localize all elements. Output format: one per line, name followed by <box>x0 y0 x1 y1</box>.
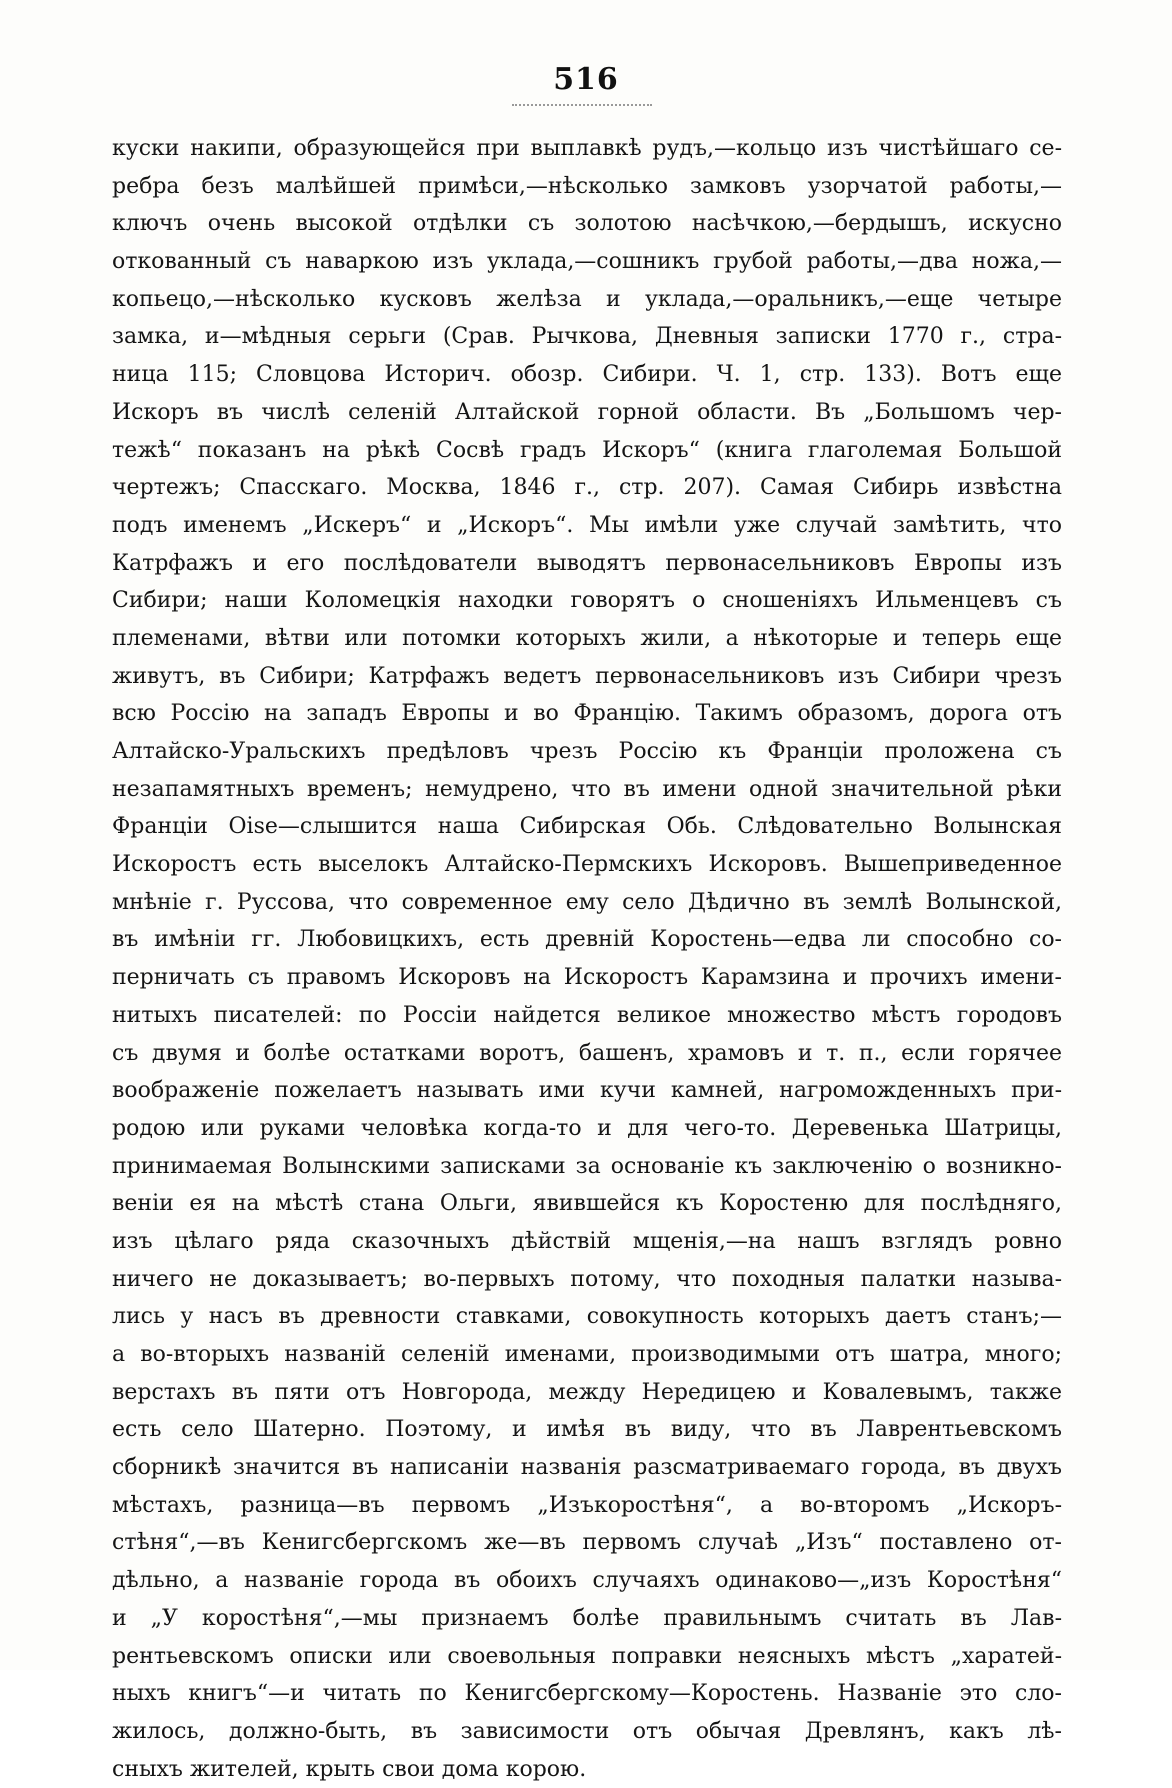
text-line: родою или руками человѣка когда-то и для чего-то. Деревенька Шатрицы, <box>112 1115 1062 1141</box>
text-line: ничего не доказываетъ; во-первыхъ потому, что походныя палатки называ- <box>112 1266 1062 1292</box>
text-line: въ имѣніи гг. Любовицкихъ, есть древній Коростень—едва ли способно со- <box>112 927 1062 953</box>
text-line: чертежъ; Спасскаго. Москва, 1846 г., стр. 207). Самая Сибирь извѣстна <box>112 475 1062 501</box>
text-line: принимаемая Волынскими записками за основаніе къ заключенію о возникно- <box>112 1153 1062 1179</box>
text-line: ница 115; Словцова Историч. обозр. Сибири. Ч. 1, стр. 133). Вотъ еще <box>112 362 1062 388</box>
text-line: куски накипи, образующейся при выплавкѣ рудъ,—кольцо изъ чистѣйшаго се- <box>112 136 1062 161</box>
text-line: племенами, вѣтви или потомки которыхъ жили, а нѣкоторые и теперь еще <box>112 625 1062 651</box>
text-line: ключъ очень высокой отдѣлки съ золотою насѣчкою,—бердышъ, искусно <box>112 211 1062 237</box>
body-text <box>112 130 1062 1788</box>
page-number: 516 <box>553 62 619 97</box>
text-line: верстахъ въ пяти отъ Новгорода, между Нередицею и Ковалевымъ, также <box>112 1379 1062 1405</box>
text-line: а во-вторыхъ названій селеній именами, производимыми отъ шатра, много; <box>112 1342 1062 1367</box>
text-line: живутъ, въ Сибири; Катрфажъ ведетъ первонасельниковъ изъ Сибири чрезъ <box>112 663 1062 689</box>
text-line: стѣня“,—въ Кенигсбергскомъ же—въ первомъ случаѣ „Изъ“ поставлено от- <box>112 1530 1062 1556</box>
text-line: изъ цѣлаго ряда сказочныхъ дѣйствій мщенія,—на нашъ взглядъ ровно <box>112 1228 1062 1254</box>
text-line: есть село Шатерно. Поэтому, и имѣя въ виду, что въ Лаврентьевскомъ <box>112 1417 1062 1443</box>
text-line: и „У коростѣня“,—мы признаемъ болѣе правильнымъ считать въ Лав- <box>112 1605 1062 1631</box>
text-line: сборникѣ значится въ написаніи названія разсматриваемаго города, въ двухъ <box>112 1455 1062 1481</box>
text-line: Сибири; наши Коломецкія находки говорятъ о сношеніяхъ Ильменцевъ съ <box>112 588 1062 614</box>
text-line: замка, и—мѣдныя серьги (Срав. Рычкова, Дневныя записки 1770 г., стра- <box>112 324 1062 350</box>
text-line: жилось, должно-быть, въ зависимости отъ обычая Древлянъ, какъ лѣ- <box>112 1718 1062 1744</box>
text-line: откованный съ наваркою изъ уклада,—сошникъ грубой работы,—два ножа,— <box>112 249 1062 275</box>
text-line: тежѣ“ показанъ на рѣкѣ Сосвѣ градъ Искоръ“ (книга глаголемая Большой <box>112 437 1062 463</box>
text-line: ныхъ книгъ“—и читать по Кенигсбергскому—Коростень. Названіе это сло- <box>112 1681 1062 1707</box>
text-line: всю Россію на западъ Европы и во Францію. Такимъ образомъ, дорога отъ <box>112 701 1062 727</box>
text-line: мнѣніе г. Руссова, что современное ему село Дѣдично въ землѣ Волынской, <box>112 889 1062 915</box>
text-line: лись у насъ въ древности ставками, совокупность которыхъ даетъ станъ;— <box>112 1304 1062 1330</box>
text-line: нитыхъ писателей: по Россіи найдется великое множество мѣстъ городовъ <box>112 1002 1062 1028</box>
text-line: Катрфажъ и его послѣдователи выводятъ первонасельниковъ Европы изъ <box>112 550 1062 576</box>
text-line: Искоръ въ числѣ селеній Алтайской горной области. Въ „Большомъ чер- <box>112 399 1062 425</box>
text-line: Алтайско-Уральскихъ предѣловъ чрезъ Россію къ Франціи проложена съ <box>112 739 1062 764</box>
page-number-rule <box>512 104 652 106</box>
text-line: Франціи Oise—слышится наша Сибирская Обь. Слѣдовательно Волынская <box>112 814 1062 840</box>
text-line: Искоростъ есть выселокъ Алтайско-Пермскихъ Искоровъ. Вышеприведенное <box>112 852 1062 878</box>
text-line: рентьевскомъ описки или своевольныя поправки неясныхъ мѣстъ „харатей- <box>112 1643 1062 1669</box>
text-line: дѣльно, а названіе города въ обоихъ случаяхъ одинаково—„изъ Коростѣня“ <box>112 1568 1062 1594</box>
text-line: мѣстахъ, разница—въ первомъ „Изъкоростѣня“, а во-второмъ „Искоръ- <box>112 1492 1062 1518</box>
text-line: копьецо,—нѣсколько кусковъ желѣза и уклада,—оральникъ,—еще четыре <box>112 286 1062 312</box>
text-line: воображеніе пожелаетъ называть ими кучи камней, нагроможденныхъ при- <box>112 1078 1062 1104</box>
text-line: перничать съ правомъ Искоровъ на Искоростъ Карамзина и прочихъ имени- <box>112 965 1062 991</box>
text-line: подъ именемъ „Искеръ“ и „Искоръ“. Мы имѣли уже случай замѣтить, что <box>112 512 1062 538</box>
text-line: сныхъ жителей, крыть свои дома корою. <box>112 1756 587 1782</box>
text-line: ребра безъ малѣйшей примѣси,—нѣсколько замковъ узорчатой работы,— <box>112 173 1062 199</box>
text-line: веніи ея на мѣстѣ стана Ольги, явившейся къ Коростеню для послѣдняго, <box>112 1191 1062 1217</box>
text-line: съ двумя и болѣе остатками воротъ, башенъ, храмовъ и т. п., если горячее <box>112 1040 1062 1066</box>
text-line: незапамятныхъ временъ; немудрено, что въ имени одной значительной рѣки <box>112 776 1062 802</box>
